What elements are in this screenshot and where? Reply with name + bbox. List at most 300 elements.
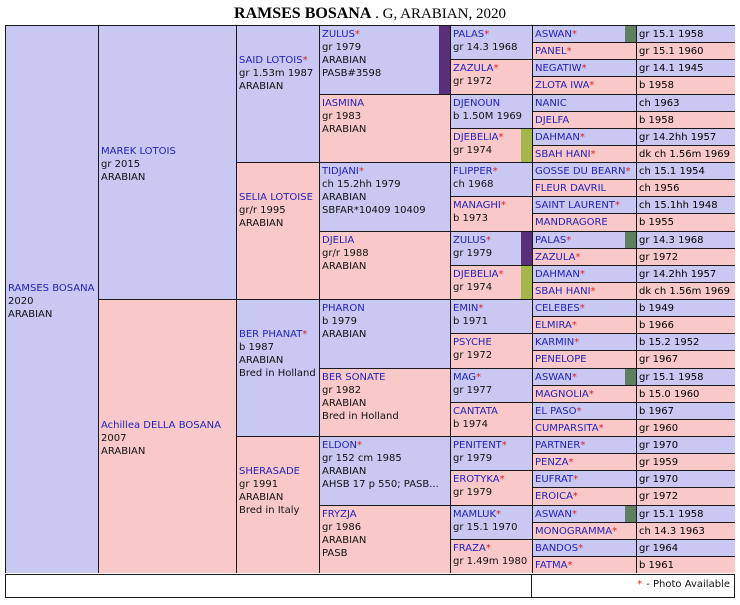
horse-name-link[interactable]: DJELFA [535, 115, 570, 126]
horse-name-link[interactable]: MANDRAGORE [535, 217, 608, 228]
repeat-ancestor-marker [521, 266, 532, 299]
horse-name-link[interactable]: CUMPARSITA [535, 423, 599, 434]
horse-detail-line: gr 1974 [453, 145, 493, 156]
horse-detail-line: b 1958 [639, 80, 674, 91]
pedigree-cell-gen5-detail [637, 540, 735, 556]
horse-detail-line: gr 1979 [453, 487, 493, 498]
horse-name-link[interactable] [453, 405, 530, 418]
horse-detail-line: dk ch 1.56m 1969 [639, 286, 730, 297]
pedigree-cell-gen5-detail [637, 386, 735, 402]
photo-available-icon: * [496, 509, 502, 520]
horse-detail-line: ARABIAN [239, 492, 284, 503]
photo-available-icon: * [478, 303, 484, 314]
horse-name-link[interactable]: ASWAN [535, 372, 572, 383]
pedigree-cell-gen5-detail [637, 214, 735, 231]
horse-name-link[interactable]: NEGATIW [535, 63, 582, 74]
horse-detail-line: gr 1960 [639, 423, 679, 434]
photo-available-icon: * [614, 200, 620, 211]
horse-name-link[interactable]: FLEUR DAVRIL [535, 183, 607, 194]
photo-available-icon: * [578, 543, 584, 554]
horse-name[interactable]: FRYZJA [322, 509, 357, 520]
pedigree-cell-gen4 [451, 266, 532, 299]
horse-detail-line: ARABIAN [322, 398, 367, 409]
horse-detail-line: b 15.0 1960 [639, 389, 700, 400]
photo-available-icon: * [579, 269, 585, 280]
horse-name[interactable]: PALAS [453, 29, 485, 40]
horse-detail-line: gr 1986 [322, 522, 362, 533]
pedigree-cell-gen5-detail [637, 557, 735, 573]
pedigree-cell-gen5-name [533, 523, 636, 539]
photo-available-icon: * [500, 200, 506, 211]
horse-detail-line: gr 1970 [639, 440, 679, 451]
pedigree-cell-gen4 [451, 300, 532, 333]
horse-name-link[interactable] [453, 371, 530, 384]
horse-name[interactable]: DJENOUN [453, 98, 501, 109]
horse-name-link[interactable] [239, 191, 317, 204]
horse-name[interactable]: PHARON [322, 303, 365, 314]
legend-footer [5, 574, 735, 598]
horse-name[interactable]: FRAZA [453, 543, 486, 554]
horse-detail-line: gr 1972 [453, 76, 493, 87]
horse-detail-line: gr 15.1 1960 [639, 46, 704, 57]
pedigree-cell-gen5-detail [637, 112, 735, 128]
photo-available-icon: * [356, 440, 362, 451]
pedigree-cell-gen5-name [533, 283, 636, 299]
horse-detail-line: 2020 [8, 295, 34, 307]
photo-available-icon: * [598, 423, 604, 434]
photo-available-icon: * [498, 269, 504, 280]
horse-detail-line: ch 1956 [639, 183, 680, 194]
pedigree-cell-gen5-detail [637, 95, 735, 111]
horse-detail-line: gr 1983 [322, 111, 362, 122]
horse-detail-line: gr 15.1 1958 [639, 372, 704, 383]
horse-detail-line: gr 152 cm 1985 [322, 453, 402, 464]
horse-detail-line: dk ch 1.56m 1969 [639, 149, 730, 160]
pedigree-cell-gen3 [320, 95, 450, 162]
pedigree-cell-gen4 [451, 26, 532, 59]
pedigree-cell-gen5-detail [637, 266, 735, 282]
pedigree-cell-gen5-name [533, 266, 636, 282]
pedigree-cell-gen5-detail [637, 488, 735, 505]
horse-name-link[interactable] [453, 199, 530, 212]
horse-name-link[interactable] [101, 145, 234, 158]
photo-available-icon: * [571, 372, 577, 383]
horse-detail-line: ARABIAN [239, 355, 284, 366]
pedigree-cell-gen5-name [533, 26, 636, 42]
photo-available-icon: * [581, 63, 587, 74]
horse-name-link[interactable]: FATMA [535, 560, 568, 571]
pedigree-cell-gen4 [451, 334, 532, 368]
horse-name-link[interactable] [453, 473, 530, 486]
pedigree-cell-gen4 [451, 197, 532, 231]
horse-name[interactable]: FLIPPER [453, 166, 493, 177]
pedigree-cell-gen5-detail [637, 523, 735, 539]
pedigree-cell-gen4 [451, 232, 532, 265]
horse-name-link[interactable] [239, 328, 317, 341]
photo-available-icon: * [571, 320, 577, 331]
pedigree-cell-gen4 [451, 471, 532, 505]
photo-available-icon: * [484, 29, 490, 40]
pedigree-cell-gen5-name [533, 112, 636, 128]
photo-available-icon: * [590, 286, 596, 297]
horse-name[interactable]: EROTYKA [453, 474, 500, 485]
pedigree-cell-gen4 [451, 369, 532, 402]
photo-legend [637, 579, 730, 590]
horse-detail-line: b 1966 [639, 320, 674, 331]
horse-name-link[interactable]: ZLOTA IWA [535, 80, 590, 91]
horse-name-link[interactable] [101, 419, 234, 432]
pedigree-cell-gen5-detail [637, 283, 735, 299]
pedigree-cell-gen5-name [533, 214, 636, 231]
horse-detail-line: gr 1.49m 1980 [453, 556, 528, 567]
horse-name-link[interactable] [453, 131, 530, 144]
horse-name-link[interactable] [453, 302, 530, 315]
photo-available-icon: * [625, 166, 631, 177]
horse-name-link[interactable]: SBAH HANI [535, 286, 591, 297]
horse-detail-line: ch 1963 [639, 98, 680, 109]
horse-name-link[interactable]: PANEL [535, 46, 567, 57]
horse-name[interactable]: ELDON [322, 440, 357, 451]
photo-available-icon: * [492, 166, 498, 177]
pedigree-cell-gen5-name [533, 180, 636, 196]
photo-available-icon: * [571, 509, 577, 520]
horse-detail-line: ARABIAN [8, 308, 53, 320]
photo-available-icon: * [574, 337, 580, 348]
pedigree-cell-gen1 [99, 26, 236, 299]
horse-detail-line: gr 15.1 1958 [639, 29, 704, 40]
pedigree-cell-gen5-name [533, 334, 636, 350]
pedigree-cell-gen5-name [533, 300, 636, 316]
pedigree-cell-gen5-detail [637, 369, 735, 385]
horse-name-link[interactable]: ASWAN [535, 29, 572, 40]
horse-detail-line: gr 1972 [639, 491, 679, 502]
horse-detail-line: b 1967 [639, 406, 674, 417]
horse-detail-line: Bred in Holland [239, 368, 316, 379]
horse-name-link[interactable]: PENZA [535, 457, 569, 468]
horse-name-link[interactable] [453, 28, 530, 41]
horse-detail-line: ARABIAN [322, 261, 367, 272]
horse-name[interactable]: MAMLUK [453, 509, 497, 520]
horse-name-link[interactable] [322, 508, 448, 521]
horse-name-link[interactable]: EROICA [535, 491, 573, 502]
pedigree-title [0, 5, 740, 23]
horse-detail-line: gr 14.1 1945 [639, 63, 704, 74]
pedigree-cell-gen5-detail [637, 506, 735, 522]
repeat-ancestor-marker [625, 232, 636, 248]
horse-name[interactable]: ZULUS [453, 235, 486, 246]
horse-name[interactable]: EMIN [453, 303, 479, 314]
horse-name-link[interactable]: PARTNER [535, 440, 581, 451]
pedigree-cell-gen3 [320, 506, 450, 573]
pedigree-cell-gen5-detail [637, 163, 735, 179]
horse-detail-line: ARABIAN [101, 171, 146, 183]
pedigree-cell-gen5-detail [637, 232, 735, 248]
photo-available-icon: * [354, 29, 360, 40]
pedigree-cell-gen4 [451, 403, 532, 436]
horse-name-link[interactable] [453, 439, 530, 452]
horse-name[interactable]: SHERASADE [239, 466, 300, 477]
pedigree-cell-gen5-name [533, 60, 636, 76]
horse-name[interactable]: DJELIA [322, 235, 355, 246]
horse-name[interactable]: ZULUS [322, 29, 355, 40]
horse-detail-line: gr 14.2hh 1957 [639, 269, 717, 280]
horse-detail-line: AHSB 17 p 550; PASB... [322, 479, 439, 490]
pedigree-cell-gen4 [451, 95, 532, 128]
pedigree-cell-gen5-name [533, 437, 636, 453]
pedigree-cell-gen5-name [533, 506, 636, 522]
horse-detail-line: gr 1959 [639, 457, 679, 468]
horse-name[interactable]: MAG [453, 372, 477, 383]
horse-detail-line: gr 1964 [639, 543, 679, 554]
horse-detail-line: PASB#3598 [322, 68, 382, 79]
pedigree-cell-gen5-detail [637, 180, 735, 196]
horse-name[interactable]: SAID LOTOIS [239, 55, 303, 66]
horse-detail-line: b 1971 [453, 316, 488, 327]
photo-available-icon: * [358, 166, 364, 177]
pedigree-cell-gen5-detail [637, 26, 735, 42]
photo-available-icon: * [580, 440, 586, 451]
horse-name-heading: RAMSES BOSANA [234, 5, 372, 22]
horse-name-link[interactable] [453, 268, 530, 281]
photo-available-icon: * [576, 406, 582, 417]
pedigree-cell-gen5-name [533, 403, 636, 419]
photo-available-icon: * [499, 474, 505, 485]
horse-detail-line: ARABIAN [322, 535, 367, 546]
photo-available-icon: * [501, 440, 507, 451]
horse-name-link[interactable] [453, 542, 530, 555]
horse-detail-line: b 1958 [639, 115, 674, 126]
horse-name[interactable]: CANTATA [453, 406, 498, 417]
photo-available-icon: * [589, 80, 595, 91]
horse-name-link[interactable] [453, 336, 530, 349]
pedigree-cell-gen5-detail [637, 146, 735, 162]
horse-name[interactable]: IASMINA [322, 98, 365, 109]
horse-name-link[interactable]: NANIC [535, 98, 567, 109]
pedigree-cell-gen0 [6, 26, 98, 573]
pedigree-cell-gen5-name [533, 43, 636, 59]
photo-available-icon: * [590, 149, 596, 160]
pedigree-cell-gen5-name [533, 317, 636, 333]
horse-name-link[interactable] [8, 282, 96, 295]
horse-name[interactable]: PENITENT [453, 440, 502, 451]
photo-available-icon: * [493, 63, 499, 74]
pedigree-cell-gen5-name [533, 369, 636, 385]
horse-name-link[interactable] [322, 28, 448, 41]
pedigree-cell-gen4 [451, 506, 532, 539]
horse-name-link[interactable] [453, 508, 530, 521]
pedigree-cell-gen5-detail [637, 454, 735, 470]
horse-name[interactable]: TIDJANI [322, 166, 359, 177]
horse-name-link[interactable]: GOSSE DU BEARN [535, 166, 626, 177]
pedigree-cell-gen1 [99, 300, 236, 573]
photo-available-icon: * [485, 543, 491, 554]
horse-detail-line: gr 15.1 1958 [639, 509, 704, 520]
photo-available-icon: * [567, 560, 573, 571]
horse-detail-line: gr 1974 [453, 282, 493, 293]
horse-name-link[interactable]: PALAS [535, 235, 567, 246]
horse-name-link[interactable] [453, 234, 530, 247]
pedigree-cell-gen5-detail [637, 471, 735, 487]
pedigree-cell-gen5-detail [637, 403, 735, 419]
pedigree-cell-gen5-detail [637, 351, 735, 368]
horse-detail-line: ARABIAN [239, 218, 284, 229]
horse-detail-line: ch 15.1hh 1948 [639, 200, 718, 211]
horse-detail-line: 2007 [101, 432, 127, 444]
pedigree-cell-gen4 [451, 163, 532, 196]
photo-available-icon: * [575, 252, 581, 263]
horse-name[interactable]: MAREK LOTOIS [101, 145, 176, 157]
horse-detail-line: b 1961 [639, 560, 674, 571]
pedigree-cell-gen5-name [533, 95, 636, 111]
horse-name-link[interactable] [453, 62, 530, 75]
horse-name-link[interactable]: DAHMAN [535, 269, 580, 280]
pedigree-cell-gen5-name [533, 540, 636, 556]
horse-detail-line: gr 1979 [453, 453, 493, 464]
horse-name-link[interactable]: EL PASO [535, 406, 577, 417]
pedigree-cell-gen5-name [533, 454, 636, 470]
pedigree-cell-gen5-detail [637, 437, 735, 453]
photo-available-icon: * [571, 29, 577, 40]
horse-name-link[interactable]: MAGNOLIA [535, 389, 589, 400]
photo-available-icon: * [612, 526, 618, 537]
pedigree-cell-gen5-name [533, 488, 636, 505]
horse-detail-line: gr 1972 [453, 350, 493, 361]
pedigree-cell-gen5-name [533, 557, 636, 573]
horse-detail-line: b 1.50M 1969 [453, 111, 523, 122]
pedigree-cell-gen5-name [533, 249, 636, 265]
horse-name[interactable]: BER PHANAT [239, 329, 303, 340]
photo-available-icon: * [566, 235, 572, 246]
pedigree-cell-gen5-name [533, 197, 636, 213]
horse-name-link[interactable]: CELEBES [535, 303, 580, 314]
horse-name-link[interactable]: BANDOS [535, 543, 579, 554]
horse-name-link[interactable] [322, 439, 448, 452]
horse-detail-line: PASB [322, 548, 348, 559]
horse-name[interactable]: DJEBELIA [453, 269, 499, 280]
horse-name[interactable]: MANAGHI [453, 200, 501, 211]
horse-name[interactable]: DJEBELIA [453, 132, 499, 143]
horse-name-link[interactable]: MONOGRAMMA [535, 526, 613, 537]
pedigree-cell-gen5-detail [637, 249, 735, 265]
photo-available-icon: * [485, 235, 491, 246]
horse-detail-line: ARABIAN [322, 124, 367, 135]
pedigree-cell-gen2 [237, 26, 319, 162]
horse-detail-line: gr 15.1 1970 [453, 522, 518, 533]
horse-name-link[interactable] [453, 97, 530, 110]
horse-name-link[interactable]: KARMIN [535, 337, 575, 348]
horse-detail-line: b 1987 [239, 342, 274, 353]
pedigree-cell-gen5-name [533, 471, 636, 487]
photo-available-icon: * [566, 46, 572, 57]
horse-detail-line: gr 1991 [239, 479, 279, 490]
horse-detail-line: ch 15.1 1954 [639, 166, 705, 177]
horse-name[interactable]: PSYCHE [453, 337, 492, 348]
pedigree-cell-gen5-detail [637, 197, 735, 213]
photo-legend-text: - Photo Available [646, 579, 730, 590]
pedigree-cell-gen2 [237, 300, 319, 436]
photo-available-icon: * [579, 303, 585, 314]
horse-summary: . G, ARABIAN, 2020 [371, 6, 506, 22]
horse-name-link[interactable] [239, 54, 317, 67]
horse-detail-line: gr 14.3 1968 [453, 42, 518, 53]
horse-name-link[interactable] [322, 97, 448, 110]
horse-detail-line: gr 1982 [322, 385, 362, 396]
pedigree-cell-gen5-name [533, 163, 636, 179]
horse-detail-line: b 1979 [322, 316, 357, 327]
horse-detail-line: gr/r 1988 [322, 248, 369, 259]
horse-detail-line: ARABIAN [322, 466, 367, 477]
horse-detail-line: b 1949 [639, 303, 674, 314]
horse-name-link[interactable]: SBAH HANI [535, 149, 591, 160]
horse-detail-line: gr 1.53m 1987 [239, 68, 314, 79]
horse-name-link[interactable] [322, 165, 448, 178]
horse-name[interactable]: SELIA LOTOISE [239, 192, 313, 203]
horse-detail-line: Bred in Holland [322, 411, 399, 422]
photo-available-icon: * [498, 132, 504, 143]
repeat-ancestor-marker [625, 26, 636, 42]
horse-name-link[interactable]: SAINT LAURENT [535, 200, 615, 211]
horse-detail-line: gr 1970 [639, 474, 679, 485]
horse-name-link[interactable] [322, 234, 448, 247]
pedigree-cell-gen5-name [533, 351, 636, 368]
pedigree-cell-gen5-detail [637, 43, 735, 59]
photo-available-icon: * [302, 55, 308, 66]
horse-detail-line: gr 14.3 1968 [639, 235, 704, 246]
pedigree-chart [5, 25, 735, 573]
horse-detail-line: b 15.2 1952 [639, 337, 700, 348]
pedigree-cell-gen5-name [533, 146, 636, 162]
repeat-ancestor-marker [625, 506, 636, 522]
pedigree-cell-gen5-detail [637, 420, 735, 436]
horse-detail-line: gr 1972 [639, 252, 679, 263]
horse-detail-line: gr/r 1995 [239, 205, 286, 216]
horse-name-link[interactable] [453, 165, 530, 178]
horse-detail-line: gr 14.2hh 1957 [639, 132, 717, 143]
pedigree-cell-gen5-name [533, 77, 636, 94]
repeat-ancestor-marker [625, 369, 636, 385]
horse-detail-line: b 1955 [639, 217, 674, 228]
horse-name-link[interactable] [322, 371, 448, 384]
pedigree-cell-gen5-name [533, 129, 636, 145]
horse-detail-line: gr 1979 [322, 42, 362, 53]
horse-name-link[interactable] [322, 302, 448, 315]
pedigree-cell-gen5-detail [637, 60, 735, 76]
horse-name[interactable]: Achillea DELLA BOSANA [101, 419, 221, 431]
horse-name-link[interactable]: ELMIRA [535, 320, 572, 331]
horse-detail-line: gr 1977 [453, 385, 493, 396]
pedigree-cell-gen3 [320, 369, 450, 436]
horse-detail-line: ch 15.2hh 1979 [322, 179, 401, 190]
horse-detail-line: ARABIAN [322, 329, 367, 340]
horse-name-link[interactable]: ZAZULA [535, 252, 576, 263]
pedigree-cell-gen2 [237, 163, 319, 299]
horse-name-link[interactable] [239, 465, 317, 478]
pedigree-cell-gen4 [451, 437, 532, 470]
horse-name-link[interactable]: DAHMAN [535, 132, 580, 143]
horse-name[interactable]: ZAZULA [453, 63, 494, 74]
pedigree-cell-gen5-detail [637, 300, 735, 316]
repeat-ancestor-marker [521, 129, 532, 162]
horse-detail-line: gr 1967 [639, 354, 679, 365]
pedigree-cell-gen2 [237, 437, 319, 573]
horse-name[interactable]: RAMSES BOSANA [8, 282, 95, 294]
pedigree-cell-gen4 [451, 60, 532, 94]
horse-name-link[interactable]: PENELOPE [535, 354, 587, 365]
horse-name[interactable]: BER SONATE [322, 372, 386, 383]
horse-name-link[interactable]: ASWAN [535, 509, 572, 520]
horse-name-link[interactable]: EUFRAT [535, 474, 574, 485]
horse-detail-line: gr 1979 [453, 248, 493, 259]
